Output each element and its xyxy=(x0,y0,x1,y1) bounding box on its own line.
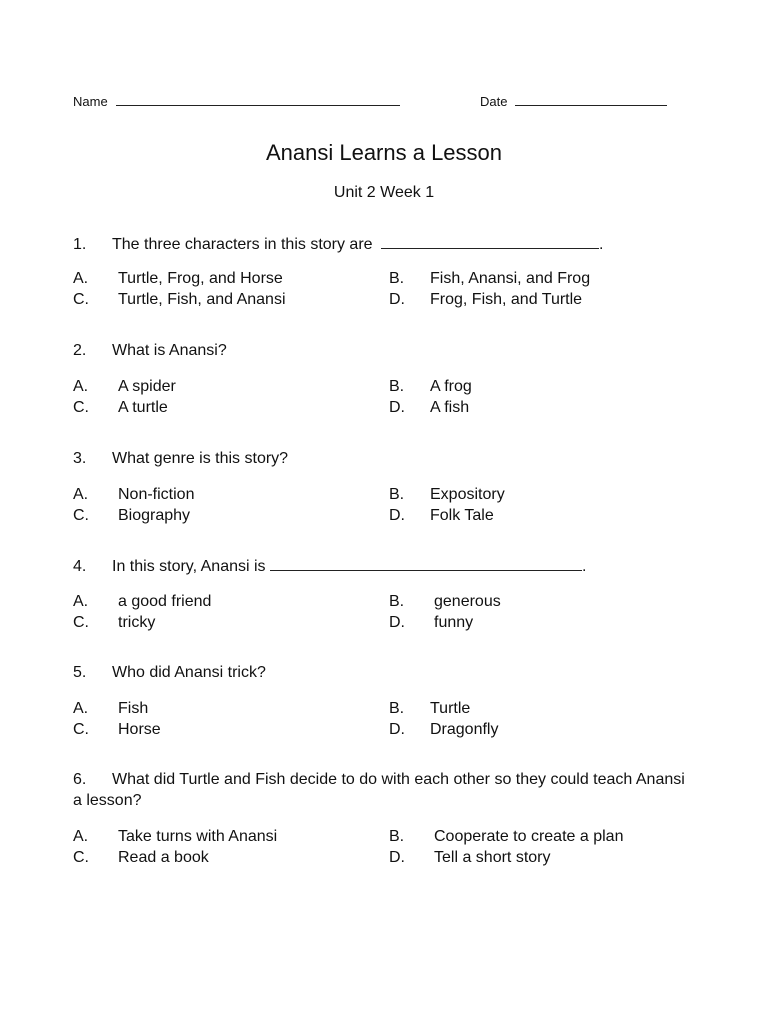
question-1 xyxy=(73,234,703,255)
option-a[interactable]: A. Non-fiction xyxy=(73,486,195,503)
option-d[interactable]: D. funny xyxy=(389,614,474,631)
name-line[interactable] xyxy=(116,93,400,106)
option-d[interactable]: D. Frog, Fish, and Turtle xyxy=(389,291,583,308)
option-c[interactable]: C. tricky xyxy=(73,614,156,631)
question-text: The three characters in this story are xyxy=(112,236,373,253)
option-d[interactable]: D. Folk Tale xyxy=(389,507,494,524)
option-c[interactable]: C. Horse xyxy=(73,721,161,738)
question-number: 3. xyxy=(73,450,87,467)
answer-blank[interactable] xyxy=(270,556,582,571)
worksheet-subtitle: Unit 2 Week 1 xyxy=(333,184,435,201)
question-number: 2. xyxy=(73,342,87,359)
option-a[interactable]: A. Take turns with Anansi xyxy=(73,828,278,845)
option-b[interactable]: B. generous xyxy=(389,593,501,610)
worksheet-title: Anansi Learns a Lesson xyxy=(265,140,503,165)
option-c[interactable]: C. Biography xyxy=(73,507,191,524)
option-b[interactable]: B. Cooperate to create a plan xyxy=(389,828,624,845)
question-end: . xyxy=(599,236,604,253)
question-4 xyxy=(73,556,703,577)
question-text: Who did Anansi trick? xyxy=(112,664,266,681)
question-text: In this story, Anansi is xyxy=(112,558,266,575)
option-a[interactable]: A. Turtle, Frog, and Horse xyxy=(73,270,283,287)
date-label: Date xyxy=(480,94,508,109)
option-b[interactable]: B. Turtle xyxy=(389,700,471,717)
option-b[interactable]: B. A frog xyxy=(389,378,472,395)
name-field[interactable] xyxy=(73,93,400,109)
question-3 xyxy=(73,448,703,469)
question-number: 4. xyxy=(73,558,87,575)
question-text: What genre is this story? xyxy=(112,450,289,467)
question-5 xyxy=(73,662,703,683)
option-c[interactable]: C. A turtle xyxy=(73,399,168,416)
name-label: Name xyxy=(73,94,108,109)
option-a[interactable]: A. Fish xyxy=(73,700,149,717)
question-text: What did Turtle and Fish decide to do with each other so they could teach Anansi a lesson? xyxy=(73,771,685,809)
question-2 xyxy=(73,340,703,361)
question-number: 5. xyxy=(73,664,87,681)
answer-blank[interactable] xyxy=(381,234,599,249)
option-a[interactable]: A. a good friend xyxy=(73,593,212,610)
question-6 xyxy=(73,769,693,811)
option-d[interactable]: D. Dragonfly xyxy=(389,721,499,738)
option-b[interactable]: B. Fish, Anansi, and Frog xyxy=(389,270,591,287)
option-c[interactable]: C. Read a book xyxy=(73,849,209,866)
option-a[interactable]: A. A spider xyxy=(73,378,176,395)
question-number: 1. xyxy=(73,236,87,253)
option-d[interactable]: D. Tell a short story xyxy=(389,849,551,866)
question-text: What is Anansi? xyxy=(112,342,227,359)
question-number: 6. xyxy=(73,771,87,788)
option-c[interactable]: C. Turtle, Fish, and Anansi xyxy=(73,291,286,308)
date-field[interactable] xyxy=(480,93,667,109)
option-b[interactable]: B. Expository xyxy=(389,486,505,503)
date-line[interactable] xyxy=(515,93,667,106)
option-d[interactable]: D. A fish xyxy=(389,399,470,416)
question-end: . xyxy=(582,558,587,575)
